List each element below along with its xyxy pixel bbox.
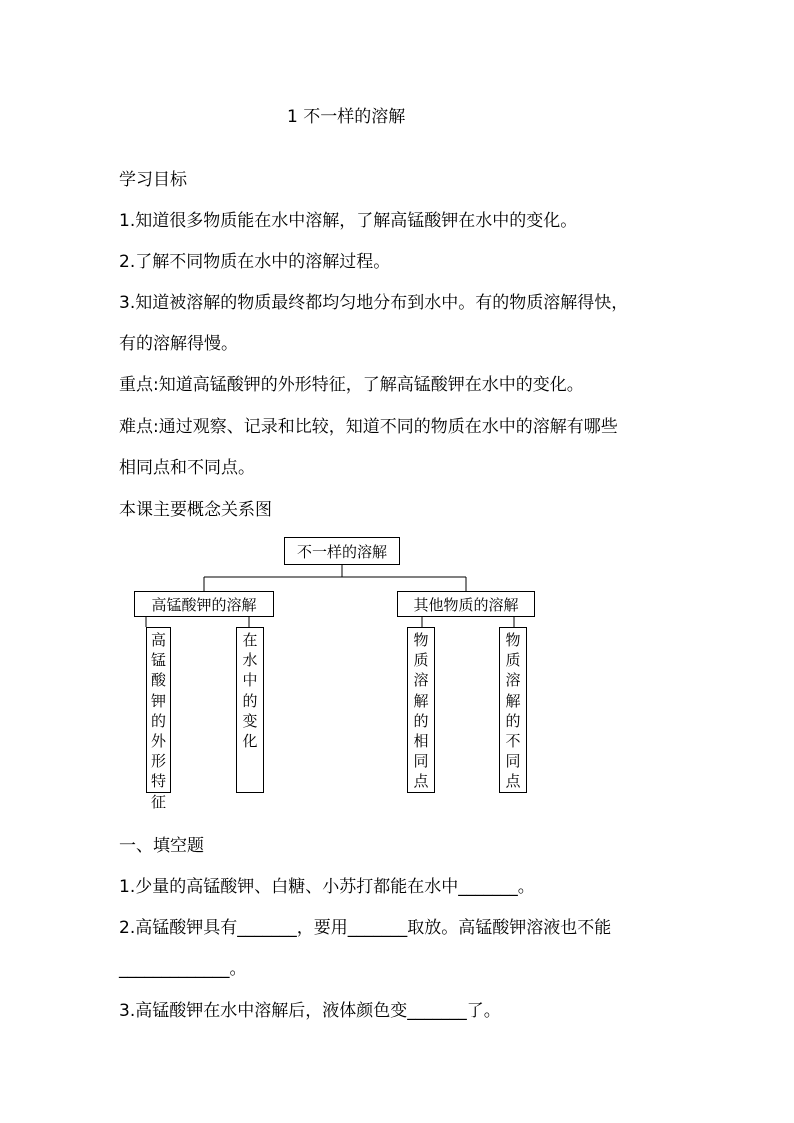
objective-3: 3.知道被溶解的物质最终都均匀地分布到水中。有的物质溶解得快， bbox=[119, 293, 629, 313]
question-2-line-2: _____________。 bbox=[119, 959, 247, 979]
objective-2: 2.了解不同物质在水中的溶解过程。 bbox=[119, 252, 391, 272]
leaf-char: 不 bbox=[505, 732, 521, 751]
concept-root-label: 不一样的溶解 bbox=[296, 542, 387, 561]
leaf-char: 物 bbox=[505, 631, 521, 649]
leaf-char: 同 bbox=[505, 752, 521, 771]
leaf-char: 质 bbox=[413, 651, 429, 670]
leaf-char: 点 bbox=[505, 772, 521, 791]
leaf-char: 水 bbox=[242, 651, 258, 670]
leaf-char: 变 bbox=[242, 711, 258, 730]
leaf-char: 溶 bbox=[413, 671, 429, 690]
objective-1: 1.知道很多物质能在水中溶解，了解高锰酸钾在水中的变化。 bbox=[119, 211, 578, 231]
concept-root-box bbox=[284, 537, 400, 565]
leaf-char: 解 bbox=[505, 691, 521, 710]
leaf-char: 的 bbox=[150, 711, 166, 730]
leaf-char: 高 bbox=[150, 631, 166, 649]
question-3: 3.高锰酸钾在水中溶解后，液体颜色变_______了。 bbox=[119, 1001, 501, 1021]
question-1: 1.少量的高锰酸钾、白糖、小苏打都能在水中_______。 bbox=[119, 877, 535, 897]
question-2-line-1: 2.高锰酸钾具有_______，要用_______取放。高锰酸钾溶液也不能 bbox=[119, 918, 612, 938]
leaf-char: 形 bbox=[150, 752, 166, 771]
leaf-char: 酸 bbox=[150, 671, 166, 690]
difficulty-line-1: 难点:通过观察、记录和比较，知道不同的物质在水中的溶解有哪些 bbox=[119, 417, 618, 437]
leaf-char: 锰 bbox=[150, 651, 166, 670]
leaf-char: 外 bbox=[150, 732, 166, 751]
leaf-box-appearance-features bbox=[146, 627, 171, 811]
page-title: 1 不一样的溶解 bbox=[287, 107, 406, 127]
leaf-char: 在 bbox=[242, 631, 258, 649]
leaf-char: 特 bbox=[150, 772, 166, 791]
leaf-char: 的 bbox=[242, 691, 258, 710]
leaf-char: 物 bbox=[413, 631, 429, 649]
leaf-char: 点 bbox=[413, 772, 429, 791]
leaf-char: 钾 bbox=[150, 691, 166, 710]
key-point: 重点:知道高锰酸钾的外形特征，了解高锰酸钾在水中的变化。 bbox=[119, 375, 584, 395]
leaf-char: 的 bbox=[505, 711, 521, 730]
leaf-char: 质 bbox=[505, 651, 521, 670]
branch-box-other-substances bbox=[397, 591, 535, 617]
leaf-char: 同 bbox=[413, 752, 429, 771]
leaf-char: 中 bbox=[242, 671, 258, 690]
leaf-char: 解 bbox=[413, 691, 429, 710]
leaf-box-similarities bbox=[407, 627, 435, 793]
leaf-char: 征 bbox=[150, 792, 166, 811]
leaf-char: 的 bbox=[413, 711, 429, 730]
branch-box-potassium-permanganate bbox=[134, 591, 274, 617]
branch-label-other-substances: 其他物质的溶解 bbox=[413, 595, 519, 614]
leaf-char: 化 bbox=[242, 732, 258, 751]
exercises-heading: 一、填空题 bbox=[119, 836, 204, 856]
branch-label-potassium-permanganate: 高锰酸钾的溶解 bbox=[151, 595, 257, 614]
leaf-box-changes-in-water bbox=[236, 627, 264, 793]
objective-3-continued: 有的溶解得慢。 bbox=[119, 334, 238, 354]
leaf-char: 相 bbox=[413, 732, 429, 751]
concept-map-heading: 本课主要概念关系图 bbox=[119, 500, 272, 520]
leaf-box-differences bbox=[499, 627, 527, 793]
leaf-char: 溶 bbox=[505, 671, 521, 690]
objectives-heading: 学习目标 bbox=[119, 170, 187, 190]
difficulty-line-2: 相同点和不同点。 bbox=[119, 458, 255, 478]
